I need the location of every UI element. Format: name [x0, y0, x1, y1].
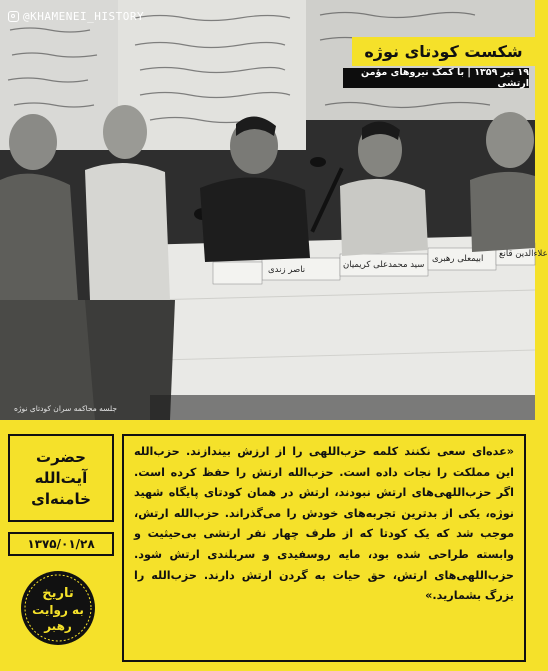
author-title: حضرت [36, 447, 86, 466]
author-box [8, 434, 114, 522]
quote-box [122, 434, 526, 662]
nameplate-0 [213, 262, 262, 284]
logo-line3: رهبر [44, 619, 72, 633]
instagram-handle [8, 10, 144, 23]
subhead-banner [343, 68, 529, 88]
headline-banner [352, 37, 535, 66]
quote-date: ۱۳۷۵/۰۱/۲۸ [8, 532, 114, 556]
nameplate-label-3: علاءالدین قانع [499, 249, 548, 259]
photo-caption: جلسه محاکمه سران کودتای نوژه [14, 404, 117, 413]
headline-title: شکست کودتای نوژه [364, 42, 523, 61]
subhead-text: ۱۹ تیر ۱۳۵۹ | با کمک نیروهای مؤمن ارتشی [361, 67, 529, 89]
logo-line1: تاریخ [42, 586, 74, 601]
nameplate-label-1: سید محمدعلی کریمیان [343, 260, 425, 270]
brand-logo-icon [20, 570, 96, 646]
quote-section [0, 420, 535, 671]
handle-text: @KHAMENEI_HISTORY [23, 10, 145, 23]
author-column [8, 434, 114, 556]
instagram-icon [8, 11, 19, 22]
quote-text: «عده‌ای سعی نکنند کلمه حزب‌اللهی را از ارزش بیندازند. حزب‌الله این مملکت را نجات داده است. حزب‌الله ارتش را حفظ کرده است. اگر حزب‌اللهی‌های ارتش نبودند، ارتش در همان کودتای پایگاه شهید نوژه، یکی از بدترین تجربه‌های خودش را می‌گذراند. حزب‌الله ارتش، موجب شد که یک کودتا که از طرف چهار نفر ارتشی بی‌حیثیت و وابسته طراحی شده بود، مایه روسفیدی و سربلندی ارتش شود. حزب‌اللهی‌های ارتش، حق حیات به گردن ارتش دارند. حزب‌الله را بزرگ بشمارید.» [134, 445, 514, 603]
author-rank: آیت‌الله [34, 468, 88, 487]
logo-line2: به روایت [32, 603, 84, 617]
author-name: خامنه‌ای [31, 489, 91, 508]
nameplate-label-0: ناصر زندی [268, 265, 306, 275]
nameplate-label-2: ابیمعلی رهبری [432, 254, 484, 264]
